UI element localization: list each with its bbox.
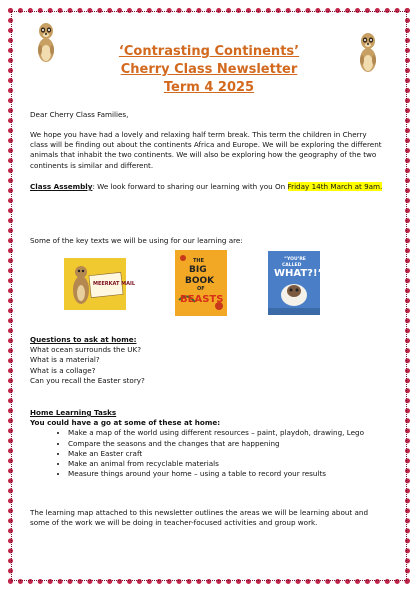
question-item: Can you recall the Easter story?	[30, 375, 145, 385]
book-2-title-2: BIG	[189, 265, 207, 275]
question-item: What is a collage?	[30, 365, 96, 375]
meerkat-icon-left	[30, 20, 62, 64]
home-learning-list	[30, 428, 386, 479]
key-texts-intro: Some of the key texts we will be using for our learning are:	[30, 236, 243, 245]
book-2-title-4: OF	[197, 286, 205, 292]
questions-heading: Questions to ask at home:	[30, 335, 137, 344]
home-learning-item: • Make an Easter craft	[68, 449, 386, 459]
home-learning-subheading: You could have a go at some of these at home:	[30, 418, 221, 428]
newsletter-title	[60, 43, 358, 97]
assembly-date: Friday 14th March at 9am.	[287, 182, 383, 191]
greeting: Dear Cherry Class Families,	[30, 110, 129, 119]
book-2-title-3: BOOK	[185, 276, 215, 286]
title-line-2: Cherry Class Newsletter	[120, 62, 298, 77]
book-2-title-1: THE	[193, 258, 205, 264]
book-1-title: MEERKAT MAIL	[93, 281, 136, 287]
closing-paragraph: The learning map attached to this newsletter outlines the areas we will be learning about and some of the work we will be doing in teacher-focused activities and group work.	[30, 508, 369, 528]
assembly-label: Class Assembly	[30, 182, 93, 191]
book-3-title-1: “YOU’RE	[284, 257, 306, 262]
book-cover-youre-called-what	[268, 251, 325, 315]
home-learning-heading: Home Learning Tasks	[30, 408, 117, 417]
assembly-text: : We look forward to sharing our learning with you On	[92, 182, 288, 191]
home-learning-item: • Compare the seasons and the changes that are happening	[68, 439, 386, 449]
questions-section	[30, 335, 386, 386]
book-cover-big-book-of-beasts	[175, 250, 227, 316]
title-line-3: Term 4 2025	[163, 80, 255, 95]
title-line-1: ‘Contrasting Continents’	[118, 44, 300, 59]
home-learning-item: • Make an animal from recyclable materials	[68, 459, 386, 469]
book-cover-meerkat-mail	[64, 258, 136, 310]
home-learning-item: • Measure things around your home – using a table to record your results	[68, 469, 386, 479]
home-learning-item: • Make a map of the world using different resources – paint, playdoh, drawing, Lego	[68, 428, 386, 438]
book-3-title-2: CALLED	[282, 263, 302, 268]
question-item: What ocean surrounds the UK?	[30, 345, 142, 355]
question-item: What is a material?	[30, 355, 100, 365]
assembly-paragraph	[30, 182, 386, 192]
intro-paragraph: We hope you have had a lovely and relaxing half term break. This term the children in Cherry class will be finding out about the continents Africa and Europe. We will be exploring the different animals that inhabit the two continents. We will also be exploring how the geography of the two continents is similar and different.	[30, 130, 382, 170]
home-learning-section	[30, 408, 386, 479]
book-2-title-5: BEASTS	[180, 294, 224, 305]
book-3-title-3: WHAT?!”	[274, 268, 325, 279]
